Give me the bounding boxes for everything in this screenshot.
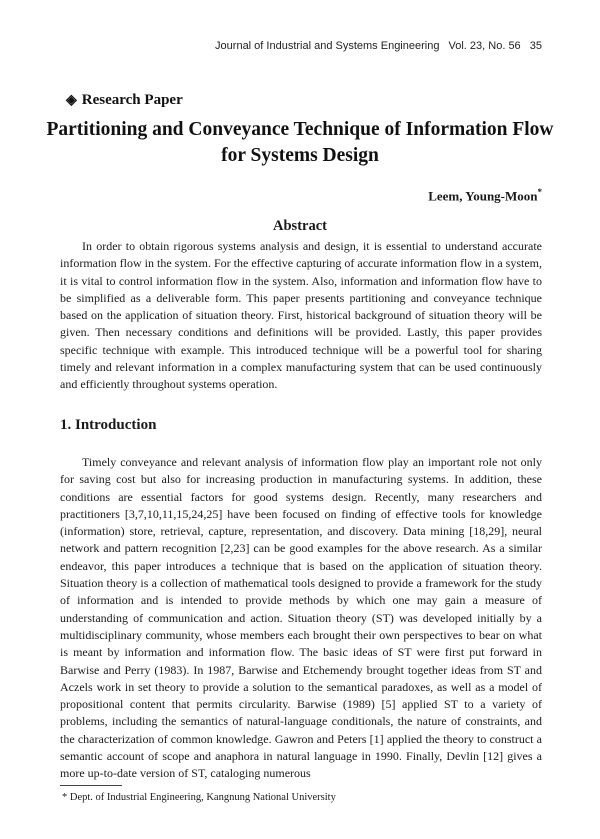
section-label (66, 92, 183, 109)
author-name: Leem, Young-Moon (428, 188, 538, 204)
journal-volume: Vol. 23, No. 56 (448, 40, 521, 52)
running-header (215, 40, 542, 52)
abstract-body: In order to obtain rigorous systems analysis and design, it is essential to understand accurate information flow in the system. For the effective capturing of accurate information flow in a system, it is vital to control information flow in the system. Also, information and information flow have to be simplified as a deliverable form. This paper presents partitioning and conveyance technique based on the application of situation theory. First, historical background of situation theory will be given. Then necessary conditions and definitions will be provided. Lastly, this paper provides specific technique with example. This introduced technique will be a powerful tool for sharing timely and relevant information in a complex manufacturing system that can be used continuously and efficiently throughout systems operation. (60, 239, 542, 392)
section-label-text: Research Paper (81, 92, 183, 108)
author-footnote-mark: * (537, 187, 542, 197)
paper-title: Partitioning and Conveyance Technique of Information Flow for Systems Design (46, 119, 554, 166)
author-line (428, 187, 542, 204)
journal-name: Journal of Industrial and Systems Engineering (215, 40, 440, 52)
abstract-heading: Abstract (273, 218, 327, 234)
footnote: * Dept. of Industrial Engineering, Kangnung National University (62, 792, 336, 803)
diamond-icon: ◈ (66, 93, 77, 108)
footnote-divider (60, 785, 122, 786)
introduction-heading: 1. Introduction (60, 417, 157, 433)
page-number: 35 (529, 40, 542, 52)
introduction-body: Timely conveyance and relevant analysis of information flow play an important role not only for saving cost but also for increasing production in manufacturing systems. In addition, these conditions are essential factors for good systems design. Recently, many researchers and practitioners [3,7,10,11,15,24,25] have been focused on finding of effective tools for knowledge (information) store, retrieval, capture, representation, and discovery. Data mining [18,29], neural network and pattern recognition [2,23] can be good examples for the above research. As a similar endeavor, this paper introduces a technique that is based on the application of situation theory. Situation theory is a collection of mathematical tools designed to provide a framework for the study of information and is intended to provide methods by which one may gain a measure of understanding of communication and action. Situation theory (ST) was developed initially by a multidisciplinary community, whose members each brought their own perspectives to bear on what is meant by information and information flow. The basic ideas of ST were first put forward in Barwise and Perry (1983). In 1987, Barwise and Etchemendy brought together ideas from ST and Aczels work in set theory to provide a solution to the semantical paradoxes, as well as a model of propositional content that permits circularity. Barwise (1989) [5] applied ST to a variety of problems, including the semantics of natural-language conditionals, the nature of constraints, and the characterization of common knowledge. Gawron and Peters [1] applied the theory to construct a semantic account of scope and anaphora in natural language in 1990. Finally, Devlin [12] gives a more up-to-date version of ST, cataloging numerous (60, 455, 542, 781)
